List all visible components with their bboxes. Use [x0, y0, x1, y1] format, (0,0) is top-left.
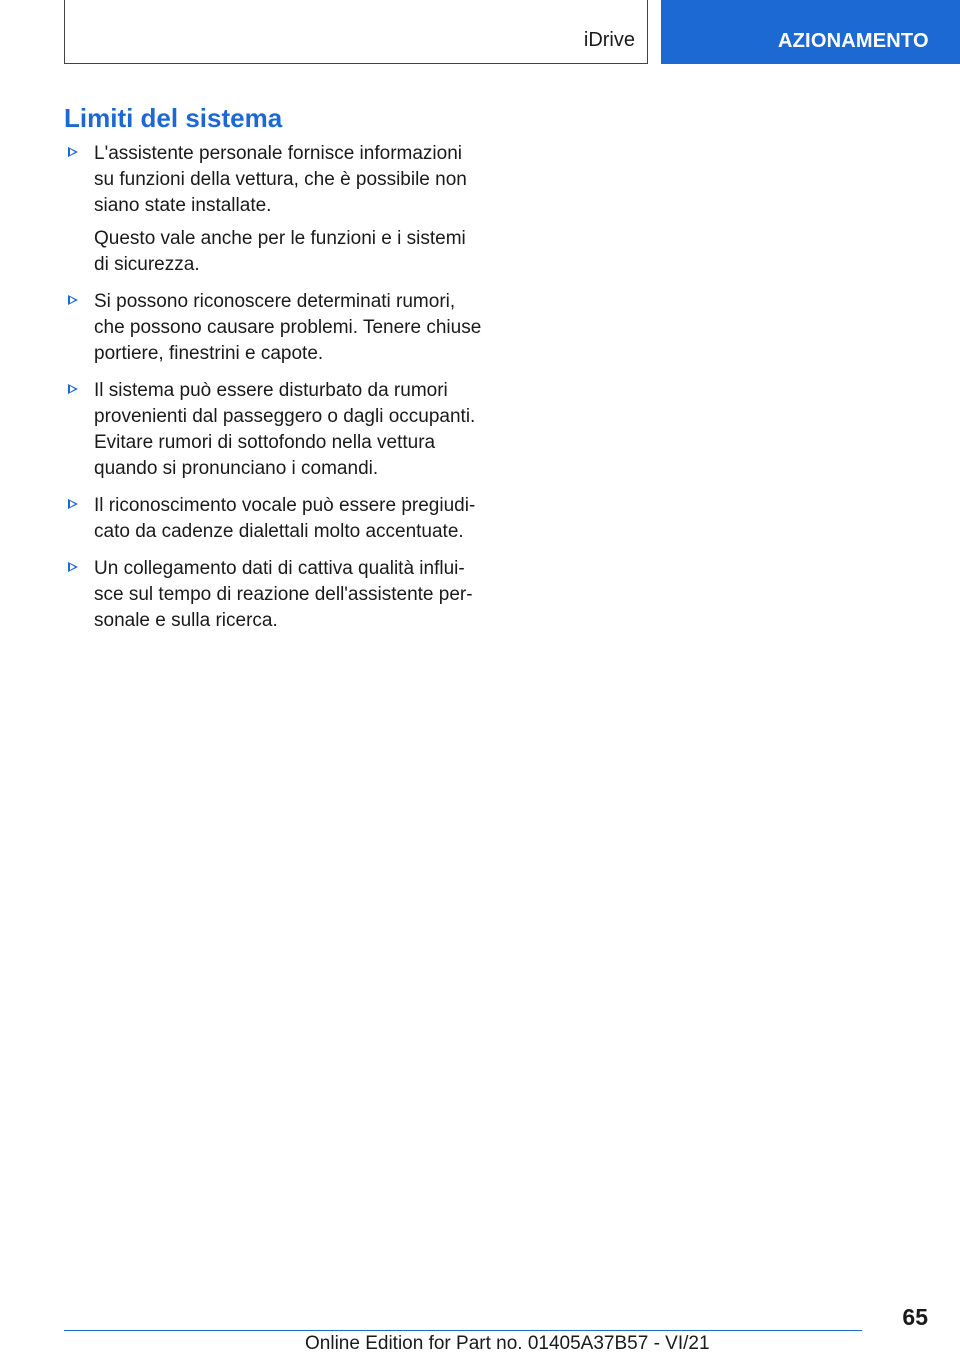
paragraph: Si possono riconoscere determinati rumori, che possono causare problemi. Tenere chiuse portiere, finestrini e capote. — [94, 291, 482, 364]
paragraph: Questo vale anche per le funzioni e i sistemi di sicurezza. — [94, 228, 466, 275]
paragraph: Un collegamento dati di cattiva qualità influisce sul tempo di reazione dell'assistente personale e sulla ricerca. — [94, 558, 473, 631]
triangle-bullet-icon — [68, 499, 78, 509]
list-item — [64, 378, 484, 482]
triangle-bullet-icon — [68, 384, 78, 394]
bullet-list — [64, 141, 484, 645]
list-item — [64, 289, 484, 367]
triangle-bullet-icon — [68, 562, 78, 572]
triangle-bullet-icon — [68, 147, 78, 157]
list-item — [64, 493, 484, 545]
header-chapter-box — [64, 0, 648, 64]
page-title: Limiti del sistema — [64, 103, 283, 133]
paragraph: Il sistema può essere disturbato da rumori provenienti dal passeggero o dagli occupanti. Evitare rumori di sottofondo nella vettura quando si pronunciano i comandi. — [94, 380, 476, 479]
header-section-tab: AZIONAMENTO — [661, 0, 960, 64]
header-chapter: iDrive — [583, 29, 635, 51]
paragraph: Il riconoscimento vocale può essere pregiudicato da cadenze dialettali molto accentuate. — [94, 495, 476, 542]
page-number: 65 — [902, 1304, 928, 1330]
paragraph: L'assistente personale fornisce informazioni su funzioni della vettura, che è possibile non siano state installate. — [94, 143, 467, 216]
list-item — [64, 141, 484, 278]
list-item — [64, 556, 484, 634]
triangle-bullet-icon — [68, 295, 78, 305]
footer-divider — [64, 1330, 862, 1331]
footer-edition-text: Online Edition for Part no. 01405A37B57 - VI/21 — [305, 1333, 710, 1354]
